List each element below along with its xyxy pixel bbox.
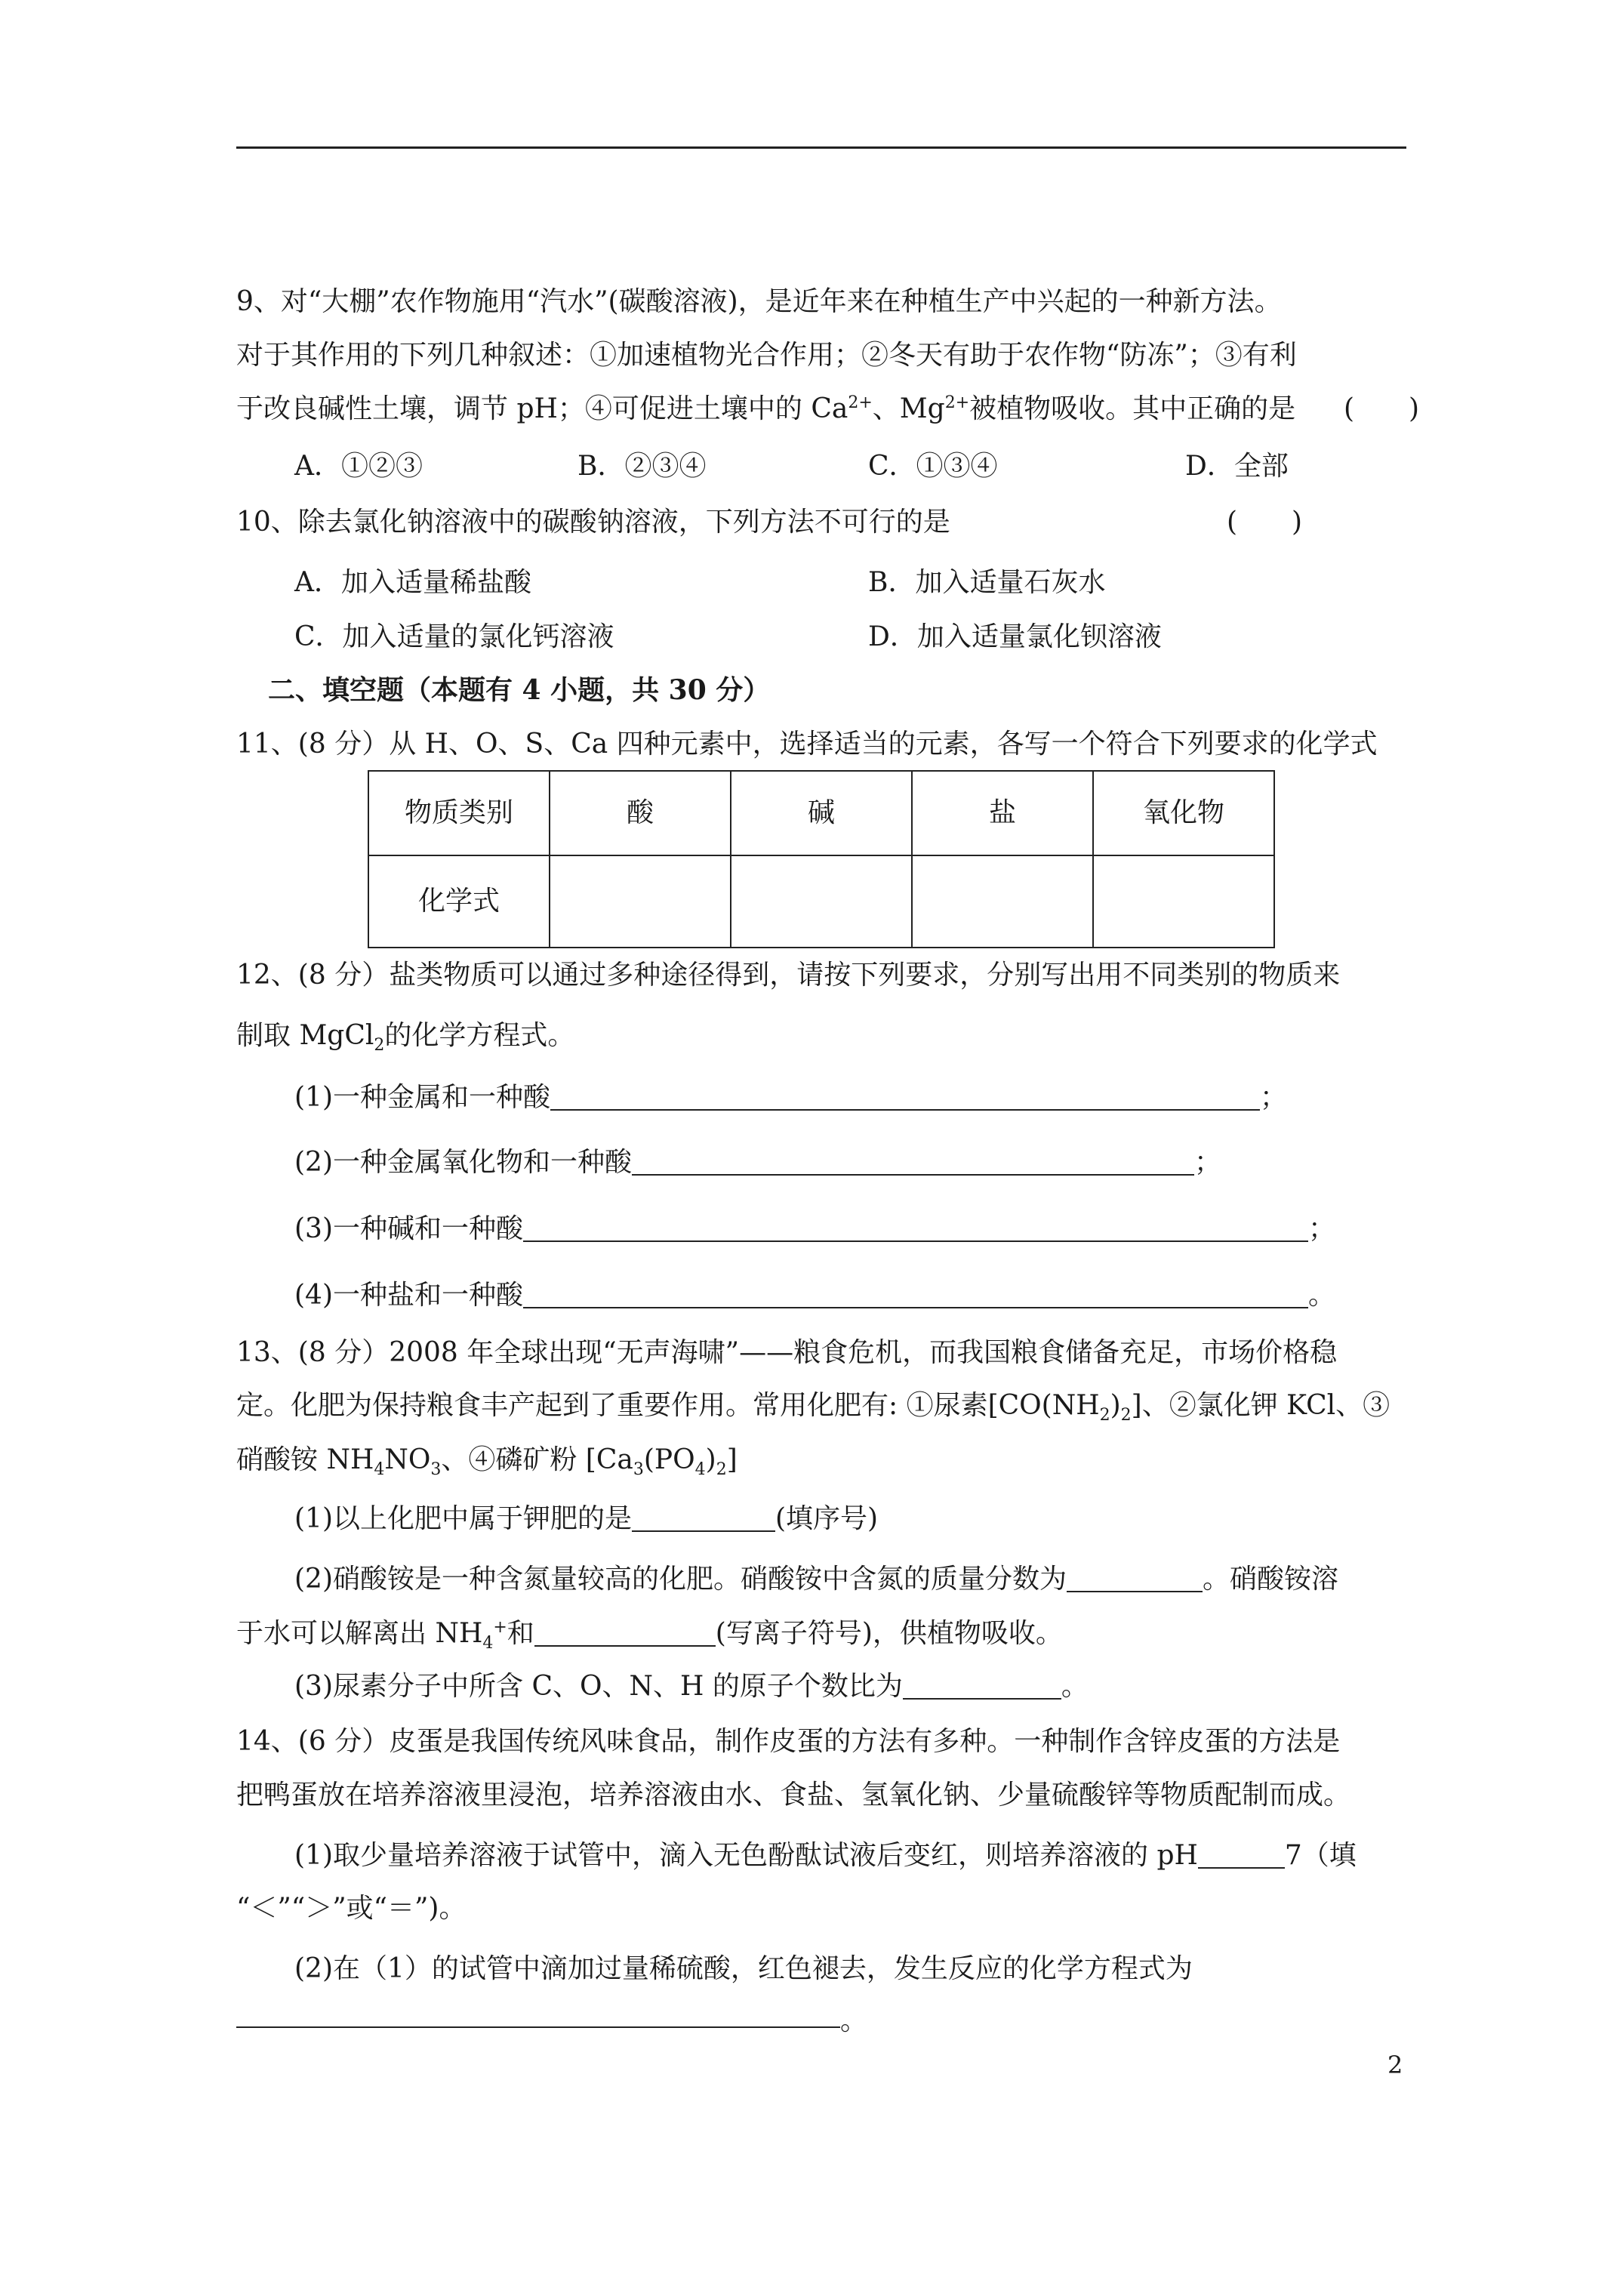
header-rule (236, 146, 1406, 149)
q12-item-3: (3)一种碱和一种酸 ； (294, 1213, 1336, 1244)
q11-header-base: 碱 (731, 771, 912, 855)
q11-header-salt: 盐 (912, 771, 1093, 855)
q12-blank-2[interactable] (632, 1148, 1194, 1176)
q13-blank-4[interactable] (903, 1672, 1061, 1700)
q12-blank-4[interactable] (523, 1281, 1308, 1308)
q13-part2-cont: 于水可以解离出 $NH_4^+$和 (写离子符号)，供植物吸收。 (236, 1618, 1063, 1653)
q11-stem: 11、(8 分）从 H、O、S、Ca 四种元素中，选择适当的元素，各写一个符合下列要求的化学式 (236, 729, 1378, 760)
q13-part2: (2)硝酸铵是一种含氮量较高的化肥。硝酸铵中含氮的质量分数为 。硝酸铵溶 (294, 1564, 1339, 1595)
q11-answer-base[interactable] (731, 855, 912, 948)
q11-answer-oxide[interactable] (1093, 855, 1274, 948)
q11-answer-acid[interactable] (550, 855, 731, 948)
q12-line1: 12、(8 分）盐类物质可以通过多种途径得到，请按下列要求，分别写出用不同类别的物质来 (236, 960, 1341, 991)
q9-line3: 于改良碱性土壤，调节 pH；④可促进土壤中的 $Ca^{2+}$、$Mg^{2+}$被植物吸收。其中正确的是 (236, 393, 1296, 424)
q9-line1: 9、对“大棚”农作物施用“汽水”(碳酸溶液)，是近年来在种植生产中兴起的一种新方法。 (236, 286, 1282, 317)
q9-option-a: A．①②③ (294, 451, 423, 482)
q13-line2: 定。化肥为保持粮食丰产起到了重要作用。常用化肥有: ①尿素$[CO(NH_2)_2]$、②氯化钾 KCl、③ (236, 1390, 1390, 1425)
q11-header-oxide: 氧化物 (1093, 771, 1274, 855)
q10-option-c: C．加入适量的氯化钙溶液 (294, 621, 614, 652)
q13-blank-3[interactable] (534, 1620, 716, 1647)
q14-part1: (1)取少量培养溶液于试管中，滴入无色酚酞试液后变红，则培养溶液的 pH 7（填 (294, 1840, 1357, 1871)
q14-line1: 14、(6 分）皮蛋是我国传统风味食品，制作皮蛋的方法有多种。一种制作含锌皮蛋的方法是 (236, 1726, 1341, 1757)
q11-header-category: 物质类别 (368, 771, 550, 855)
q12-item-1: (1)一种金属和一种酸 ； (294, 1082, 1288, 1113)
q13-blank-2[interactable] (1067, 1565, 1203, 1592)
q13-line3: 硝酸铵 $NH_4NO_3$、④磷矿粉 $[Ca_3(PO_4)_2]$ (236, 1444, 738, 1480)
q13-part1: (1)以上化肥中属于钾肥的是 (填序号) (294, 1503, 879, 1534)
q12-item-2: (2)一种金属氧化物和一种酸 ； (294, 1147, 1222, 1178)
q10-answer-paren: ( ) (1227, 507, 1303, 538)
q14-part2-end: 。 (840, 2005, 868, 2036)
q11-answer-salt[interactable] (912, 855, 1093, 948)
q9-answer-paren: ( ) (1344, 393, 1420, 424)
q10-option-b: B．加入适量石灰水 (868, 567, 1106, 598)
page-number: 2 (1387, 2051, 1403, 2079)
q13-line1: 13、(8 分）2008 年全球出现“无声海啸”——粮食危机，而我国粮食储备充足，市场价格稳 (236, 1337, 1338, 1368)
q9-option-c: C．①③④ (868, 451, 998, 482)
q10-option-a: A．加入适量稀盐酸 (294, 567, 531, 598)
section2-title: 二、填空题（本题有 4 小题，共 30 分） (268, 674, 771, 706)
q14-blank-1[interactable] (1198, 1841, 1285, 1869)
q12-item-4: (4)一种盐和一种酸 。 (294, 1280, 1336, 1311)
q11-row-label: 化学式 (368, 855, 550, 948)
q10-option-d: D．加入适量氯化钡溶液 (868, 621, 1162, 652)
q11-header-acid: 酸 (550, 771, 731, 855)
q14-blank-2[interactable] (236, 2026, 840, 2028)
q13-blank-1[interactable] (632, 1505, 775, 1532)
q14-part2: (2)在（1）的试管中滴加过量稀硫酸，红色褪去，发生反应的化学方程式为 (294, 1953, 1193, 1984)
q9-option-d: D．全部 (1185, 451, 1289, 482)
q12-blank-3[interactable] (523, 1215, 1308, 1242)
q9-option-b: B．②③④ (577, 451, 707, 482)
q13-part3: (3)尿素分子中所含 C、O、N、H 的原子个数比为 。 (294, 1671, 1089, 1702)
q14-line2: 把鸭蛋放在培养溶液里浸泡，培养溶液由水、食盐、氢氧化钠、少量硫酸锌等物质配制而成。 (236, 1780, 1351, 1811)
q12-blank-1[interactable] (550, 1083, 1260, 1111)
q9-line2: 对于其作用的下列几种叙述：①加速植物光合作用；②冬天有助于农作物“防冻”；③有利 (236, 340, 1297, 371)
q10-stem: 10、除去氯化钠溶液中的碳酸钠溶液，下列方法不可行的是 (236, 507, 950, 538)
q12-line2: 制取 MgCl$_2$的化学方程式。 (236, 1020, 575, 1056)
q11-table (368, 770, 1275, 948)
q14-part1-cont: “＜”“＞”或“＝”)。 (236, 1893, 467, 1924)
